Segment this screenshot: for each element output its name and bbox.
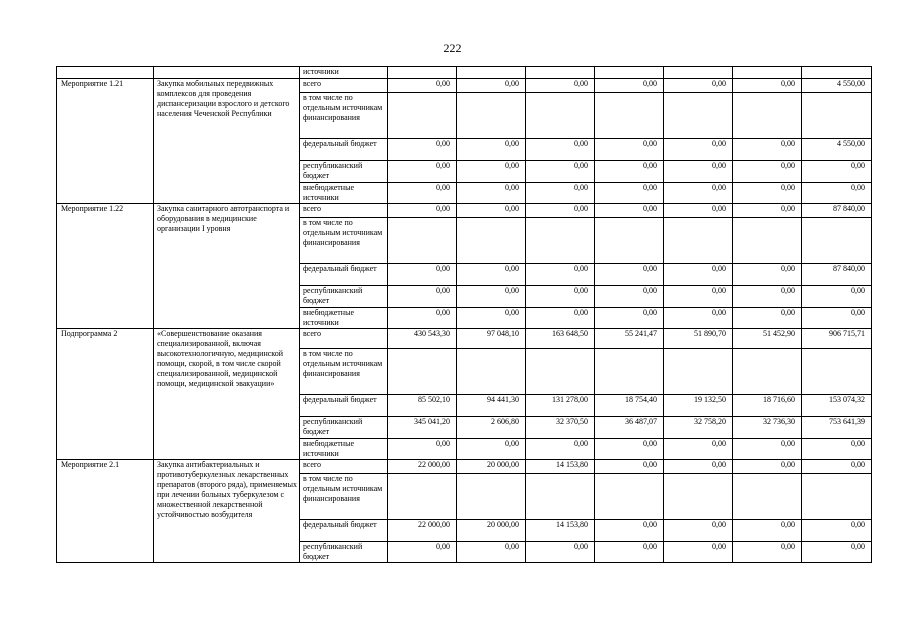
- section-name: Мероприятие 1.22: [57, 204, 154, 329]
- funding-source: в том числе по отдельным источникам финансирования: [300, 93, 388, 139]
- value-cell: 0,00: [457, 286, 526, 308]
- funding-source: республиканский бюджет: [300, 542, 388, 563]
- value-cell: 0,00: [526, 542, 595, 563]
- funding-source: всего: [300, 79, 388, 93]
- value-cell: 19 132,50: [664, 395, 733, 417]
- value-cell: [457, 349, 526, 395]
- value-cell: 0,00: [457, 264, 526, 286]
- value-cell: [388, 93, 457, 139]
- value-cell: 0,00: [388, 204, 457, 218]
- value-cell: 0,00: [457, 204, 526, 218]
- value-cell: [388, 349, 457, 395]
- value-cell: 0,00: [595, 79, 664, 93]
- value-cell: 0,00: [595, 439, 664, 460]
- funding-source: внебюджетные источники: [300, 183, 388, 204]
- value-cell: [388, 218, 457, 264]
- value-cell: [526, 349, 595, 395]
- value-cell: 22 000,00: [388, 520, 457, 542]
- value-cell: 0,00: [388, 439, 457, 460]
- value-cell: 0,00: [388, 139, 457, 161]
- section-description: «Совершенствование оказания специализированной, включая высокотехнологичную, медицинской помощи, скорой, в том числе скорой специализированной, медицинской помощи, медицинской эвакуации»: [154, 329, 300, 460]
- value-cell: 87 840,00: [802, 264, 872, 286]
- value-cell: [802, 349, 872, 395]
- table-row: [57, 329, 872, 349]
- value-cell: [526, 93, 595, 139]
- value-cell: 0,00: [664, 183, 733, 204]
- value-cell: 0,00: [457, 439, 526, 460]
- value-cell: 0,00: [802, 542, 872, 563]
- value-cell: 153 074,32: [802, 395, 872, 417]
- value-cell: 0,00: [733, 460, 802, 474]
- value-cell: [457, 218, 526, 264]
- value-cell: [664, 474, 733, 520]
- funding-source: в том числе по отдельным источникам финансирования: [300, 349, 388, 395]
- value-cell: [733, 218, 802, 264]
- funding-source: в том числе по отдельным источникам финансирования: [300, 474, 388, 520]
- value-cell: [388, 474, 457, 520]
- value-cell: 20 000,00: [457, 460, 526, 474]
- value-cell: 32 370,50: [526, 417, 595, 439]
- value-cell: 22 000,00: [388, 460, 457, 474]
- value-cell: 430 543,30: [388, 329, 457, 349]
- value-cell: 94 441,30: [457, 395, 526, 417]
- empty-cell: [664, 67, 733, 79]
- value-cell: 0,00: [802, 439, 872, 460]
- section-name: Подпрограмма 2: [57, 329, 154, 460]
- value-cell: 0,00: [664, 308, 733, 329]
- value-cell: 0,00: [388, 308, 457, 329]
- funding-source: федеральный бюджет: [300, 395, 388, 417]
- section-description: Закупка санитарного автотранспорта и оборудования в медицинские организации I уровня: [154, 204, 300, 329]
- value-cell: [802, 93, 872, 139]
- value-cell: 0,00: [802, 161, 872, 183]
- value-cell: 0,00: [733, 183, 802, 204]
- value-cell: [595, 474, 664, 520]
- value-cell: 0,00: [388, 183, 457, 204]
- value-cell: 0,00: [733, 542, 802, 563]
- empty-cell: [733, 67, 802, 79]
- value-cell: 0,00: [664, 439, 733, 460]
- value-cell: 0,00: [457, 161, 526, 183]
- value-cell: 0,00: [733, 139, 802, 161]
- funding-source: федеральный бюджет: [300, 520, 388, 542]
- value-cell: 0,00: [526, 79, 595, 93]
- value-cell: 0,00: [457, 183, 526, 204]
- value-cell: 0,00: [526, 264, 595, 286]
- value-cell: 18 754,40: [595, 395, 664, 417]
- continuation-label: источники: [300, 67, 388, 79]
- table-row: [57, 460, 872, 474]
- empty-cell: [388, 67, 457, 79]
- value-cell: [664, 218, 733, 264]
- value-cell: 51 890,70: [664, 329, 733, 349]
- value-cell: 0,00: [733, 79, 802, 93]
- value-cell: [526, 474, 595, 520]
- value-cell: 0,00: [595, 204, 664, 218]
- value-cell: 0,00: [457, 542, 526, 563]
- funding-source: в том числе по отдельным источникам финансирования: [300, 218, 388, 264]
- value-cell: 0,00: [595, 308, 664, 329]
- value-cell: 0,00: [388, 286, 457, 308]
- value-cell: [733, 474, 802, 520]
- budget-table: [56, 66, 872, 563]
- value-cell: 51 452,90: [733, 329, 802, 349]
- funding-source: федеральный бюджет: [300, 264, 388, 286]
- section-name: Мероприятие 2.1: [57, 460, 154, 563]
- value-cell: 0,00: [733, 161, 802, 183]
- value-cell: 0,00: [526, 308, 595, 329]
- value-cell: 0,00: [733, 286, 802, 308]
- value-cell: 0,00: [388, 542, 457, 563]
- value-cell: 20 000,00: [457, 520, 526, 542]
- value-cell: 14 153,80: [526, 460, 595, 474]
- empty-cell: [802, 67, 872, 79]
- value-cell: 0,00: [664, 460, 733, 474]
- value-cell: 0,00: [526, 183, 595, 204]
- value-cell: [595, 218, 664, 264]
- value-cell: 0,00: [664, 139, 733, 161]
- value-cell: 18 716,60: [733, 395, 802, 417]
- value-cell: [595, 349, 664, 395]
- value-cell: 0,00: [664, 79, 733, 93]
- value-cell: 0,00: [595, 161, 664, 183]
- funding-source: внебюджетные источники: [300, 439, 388, 460]
- value-cell: 0,00: [733, 204, 802, 218]
- value-cell: 163 648,50: [526, 329, 595, 349]
- value-cell: 4 550,00: [802, 79, 872, 93]
- value-cell: 0,00: [595, 460, 664, 474]
- value-cell: 0,00: [664, 520, 733, 542]
- empty-cell: [595, 67, 664, 79]
- page-number: 222: [443, 41, 462, 55]
- value-cell: 32 736,30: [733, 417, 802, 439]
- value-cell: 0,00: [733, 520, 802, 542]
- funding-source: внебюджетные источники: [300, 308, 388, 329]
- value-cell: 131 278,00: [526, 395, 595, 417]
- section-name: Мероприятие 1.21: [57, 79, 154, 204]
- value-cell: 2 606,80: [457, 417, 526, 439]
- funding-source: республиканский бюджет: [300, 161, 388, 183]
- value-cell: 0,00: [457, 308, 526, 329]
- value-cell: 0,00: [526, 139, 595, 161]
- value-cell: 0,00: [595, 520, 664, 542]
- value-cell: 0,00: [733, 439, 802, 460]
- value-cell: 14 153,80: [526, 520, 595, 542]
- value-cell: 0,00: [526, 161, 595, 183]
- value-cell: [526, 218, 595, 264]
- value-cell: [664, 349, 733, 395]
- value-cell: [457, 474, 526, 520]
- value-cell: 4 550,00: [802, 139, 872, 161]
- value-cell: 0,00: [457, 139, 526, 161]
- value-cell: 0,00: [802, 460, 872, 474]
- value-cell: 97 048,10: [457, 329, 526, 349]
- funding-source: республиканский бюджет: [300, 417, 388, 439]
- empty-cell: [457, 67, 526, 79]
- value-cell: [802, 474, 872, 520]
- value-cell: 906 715,71: [802, 329, 872, 349]
- value-cell: 0,00: [802, 183, 872, 204]
- table-body: [57, 67, 872, 563]
- value-cell: 0,00: [388, 161, 457, 183]
- value-cell: 0,00: [457, 79, 526, 93]
- value-cell: 0,00: [802, 520, 872, 542]
- value-cell: [664, 93, 733, 139]
- value-cell: 0,00: [733, 264, 802, 286]
- value-cell: 0,00: [595, 286, 664, 308]
- funding-source: федеральный бюджет: [300, 139, 388, 161]
- value-cell: 0,00: [388, 264, 457, 286]
- value-cell: [457, 93, 526, 139]
- value-cell: [733, 349, 802, 395]
- value-cell: 0,00: [595, 183, 664, 204]
- value-cell: 0,00: [802, 286, 872, 308]
- value-cell: 85 502,10: [388, 395, 457, 417]
- funding-source: республиканский бюджет: [300, 286, 388, 308]
- value-cell: 0,00: [664, 542, 733, 563]
- value-cell: 753 641,39: [802, 417, 872, 439]
- value-cell: 0,00: [526, 204, 595, 218]
- value-cell: 36 487,07: [595, 417, 664, 439]
- funding-source: всего: [300, 204, 388, 218]
- empty-cell: [57, 67, 154, 79]
- value-cell: [595, 93, 664, 139]
- section-description: Закупка антибактериальных и противотуберкулезных лекарственных препаратов (второго ряда), применяемых при лечении больных туберкулезом с множественной лекарственной устойчивостью возбудителя: [154, 460, 300, 563]
- funding-source: всего: [300, 460, 388, 474]
- value-cell: 0,00: [526, 286, 595, 308]
- value-cell: 0,00: [595, 264, 664, 286]
- value-cell: 0,00: [595, 139, 664, 161]
- value-cell: 0,00: [802, 308, 872, 329]
- value-cell: 0,00: [526, 439, 595, 460]
- section-description: Закупка мобильных передвижных комплексов для проведения диспансеризации взрослого и детского населения Чеченской Республики: [154, 79, 300, 204]
- value-cell: 87 840,00: [802, 204, 872, 218]
- funding-source: всего: [300, 329, 388, 349]
- value-cell: 55 241,47: [595, 329, 664, 349]
- table-row: [57, 79, 872, 93]
- value-cell: 32 758,20: [664, 417, 733, 439]
- empty-cell: [154, 67, 300, 79]
- value-cell: 0,00: [664, 161, 733, 183]
- value-cell: 0,00: [664, 264, 733, 286]
- continuation-row: [57, 67, 872, 79]
- value-cell: [802, 218, 872, 264]
- table-row: [57, 204, 872, 218]
- empty-cell: [526, 67, 595, 79]
- value-cell: [733, 93, 802, 139]
- value-cell: 0,00: [664, 286, 733, 308]
- value-cell: 345 041,20: [388, 417, 457, 439]
- value-cell: 0,00: [595, 542, 664, 563]
- value-cell: 0,00: [733, 308, 802, 329]
- value-cell: 0,00: [664, 204, 733, 218]
- value-cell: 0,00: [388, 79, 457, 93]
